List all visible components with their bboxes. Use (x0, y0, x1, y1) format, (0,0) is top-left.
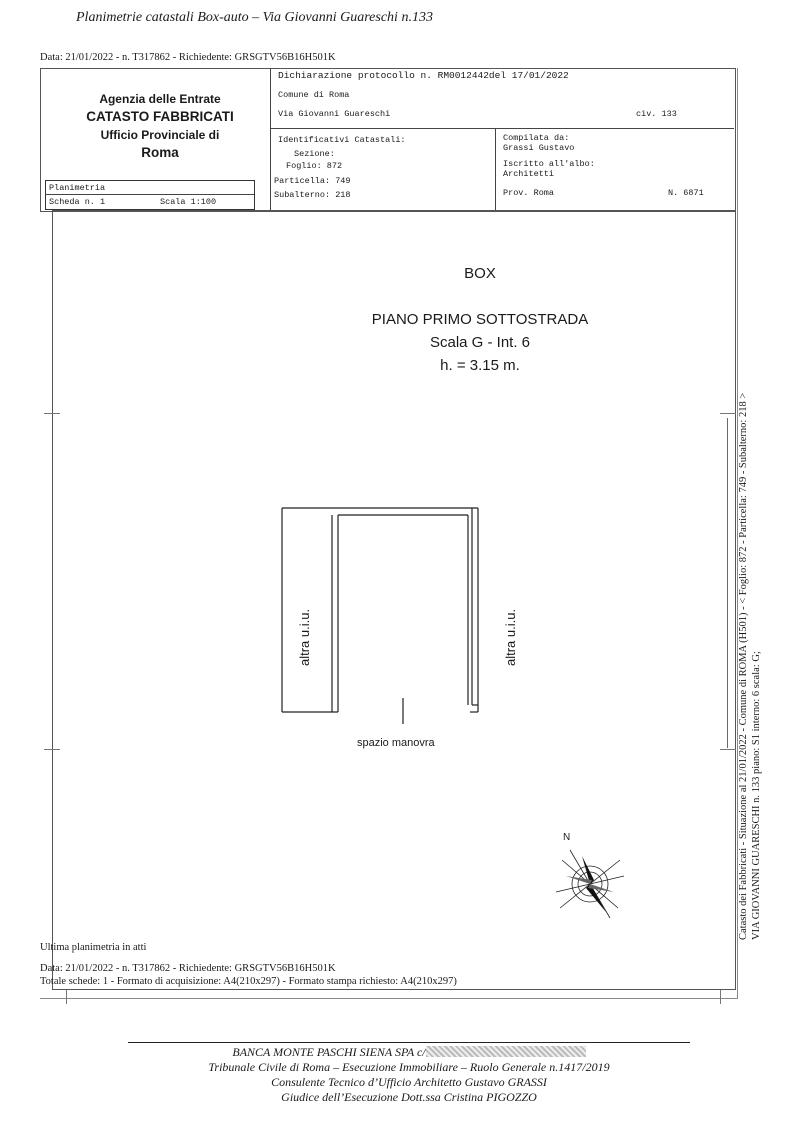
ufficio-label: Ufficio Provinciale di (100, 128, 220, 142)
sezione-label: Sezione: (294, 149, 335, 159)
footer-tribunale: Tribunale Civile di Roma – Esecuzione Immobiliare – Ruolo Generale n.1417/2019 (208, 1060, 610, 1074)
via-label: Via Giovanni Guareschi (278, 109, 391, 119)
redacted-block (426, 1046, 586, 1057)
north-label: N (563, 832, 571, 843)
iscritto-label: Iscritto all'albo: (503, 159, 595, 169)
subalterno-label: Subalterno: 218 (274, 190, 351, 200)
planimetria-label: Planimetria (49, 183, 106, 193)
document-title: Planimetrie catastali Box-auto – Via Giovanni Guareschi n.133 (76, 10, 433, 25)
compass-icon (552, 846, 628, 922)
particella-label: Particella: 749 (274, 176, 351, 186)
foglio-label: Foglio: 872 (286, 161, 343, 171)
request-header-line: Data: 21/01/2022 - n. T317862 - Richiedente: GRSGTV56B16H501K (40, 52, 336, 63)
compilata-label: Compilata da: (503, 133, 570, 143)
footer-giudice: Giudice dell’Esecuzione Dott.ssa Cristina PIGOZZO (281, 1090, 537, 1104)
footer-rule (128, 1042, 690, 1043)
footer-bank (128, 1045, 690, 1060)
spazio-manovra-label: spazio manovra (357, 737, 435, 749)
footer-bank-text: BANCA MONTE PASCHI SIENA SPA c/ (232, 1045, 426, 1059)
scheda-number: Scheda n. 1 (49, 197, 106, 207)
plan-height: h. = 3.15 m. (440, 357, 520, 374)
identificativi-title: Identificativi Catastali: (278, 135, 406, 145)
numero-albo: N. 6871 (668, 188, 704, 198)
plan-floor: PIANO PRIMO SOTTOSTRADA (371, 311, 589, 328)
bottom-format-line: Totale schede: 1 - Formato di acquisizione: A4(210x297) - Formato stampa richiesto: A4(210x297) (40, 976, 457, 987)
altra-uiu-right: altra u.i.u. (503, 608, 518, 666)
plan-scala: Scala G - Int. 6 (429, 334, 531, 351)
provincia-label: Prov. Roma (503, 188, 555, 198)
compilata-name: Grassi Gustavo (503, 143, 575, 153)
albo-label: Architetti (503, 169, 555, 179)
agency-name: Agenzia delle Entrate (99, 92, 221, 106)
ultima-planimetria: Ultima planimetria in atti (40, 942, 147, 953)
bottom-request-line: Data: 21/01/2022 - n. T317862 - Richiedente: GRSGTV56B16H501K (40, 963, 336, 974)
plan-box-title: BOX (464, 265, 496, 282)
side-cadastral-line-1: Catasto dei Fabbricati - Situazione al 21/01/2022 - Comune di ROMA (H501) - < Foglio: 872 - Particella: 749 - Subalterno: 218 > (738, 392, 749, 940)
side-cadastral-line-2: VIA GIOVANNI GUARESCHI n. 133 piano: S1 interno: 6 scala: G; (751, 651, 762, 940)
catasto-title: CATASTO FABBRICATI (86, 109, 234, 124)
ufficio-city: Roma (141, 145, 179, 160)
dichiarazione-protocollo: Dichiarazione protocollo n. RM0012442del 17/01/2022 (278, 70, 569, 81)
footer-consulente: Consulente Tecnico d’Ufficio Architetto Gustavo GRASSI (271, 1075, 547, 1089)
scheda-scale: Scala 1:100 (160, 197, 217, 207)
comune-label: Comune di Roma (278, 90, 350, 100)
altra-uiu-left: altra u.i.u. (297, 608, 312, 666)
civico-label: civ. 133 (636, 109, 677, 119)
